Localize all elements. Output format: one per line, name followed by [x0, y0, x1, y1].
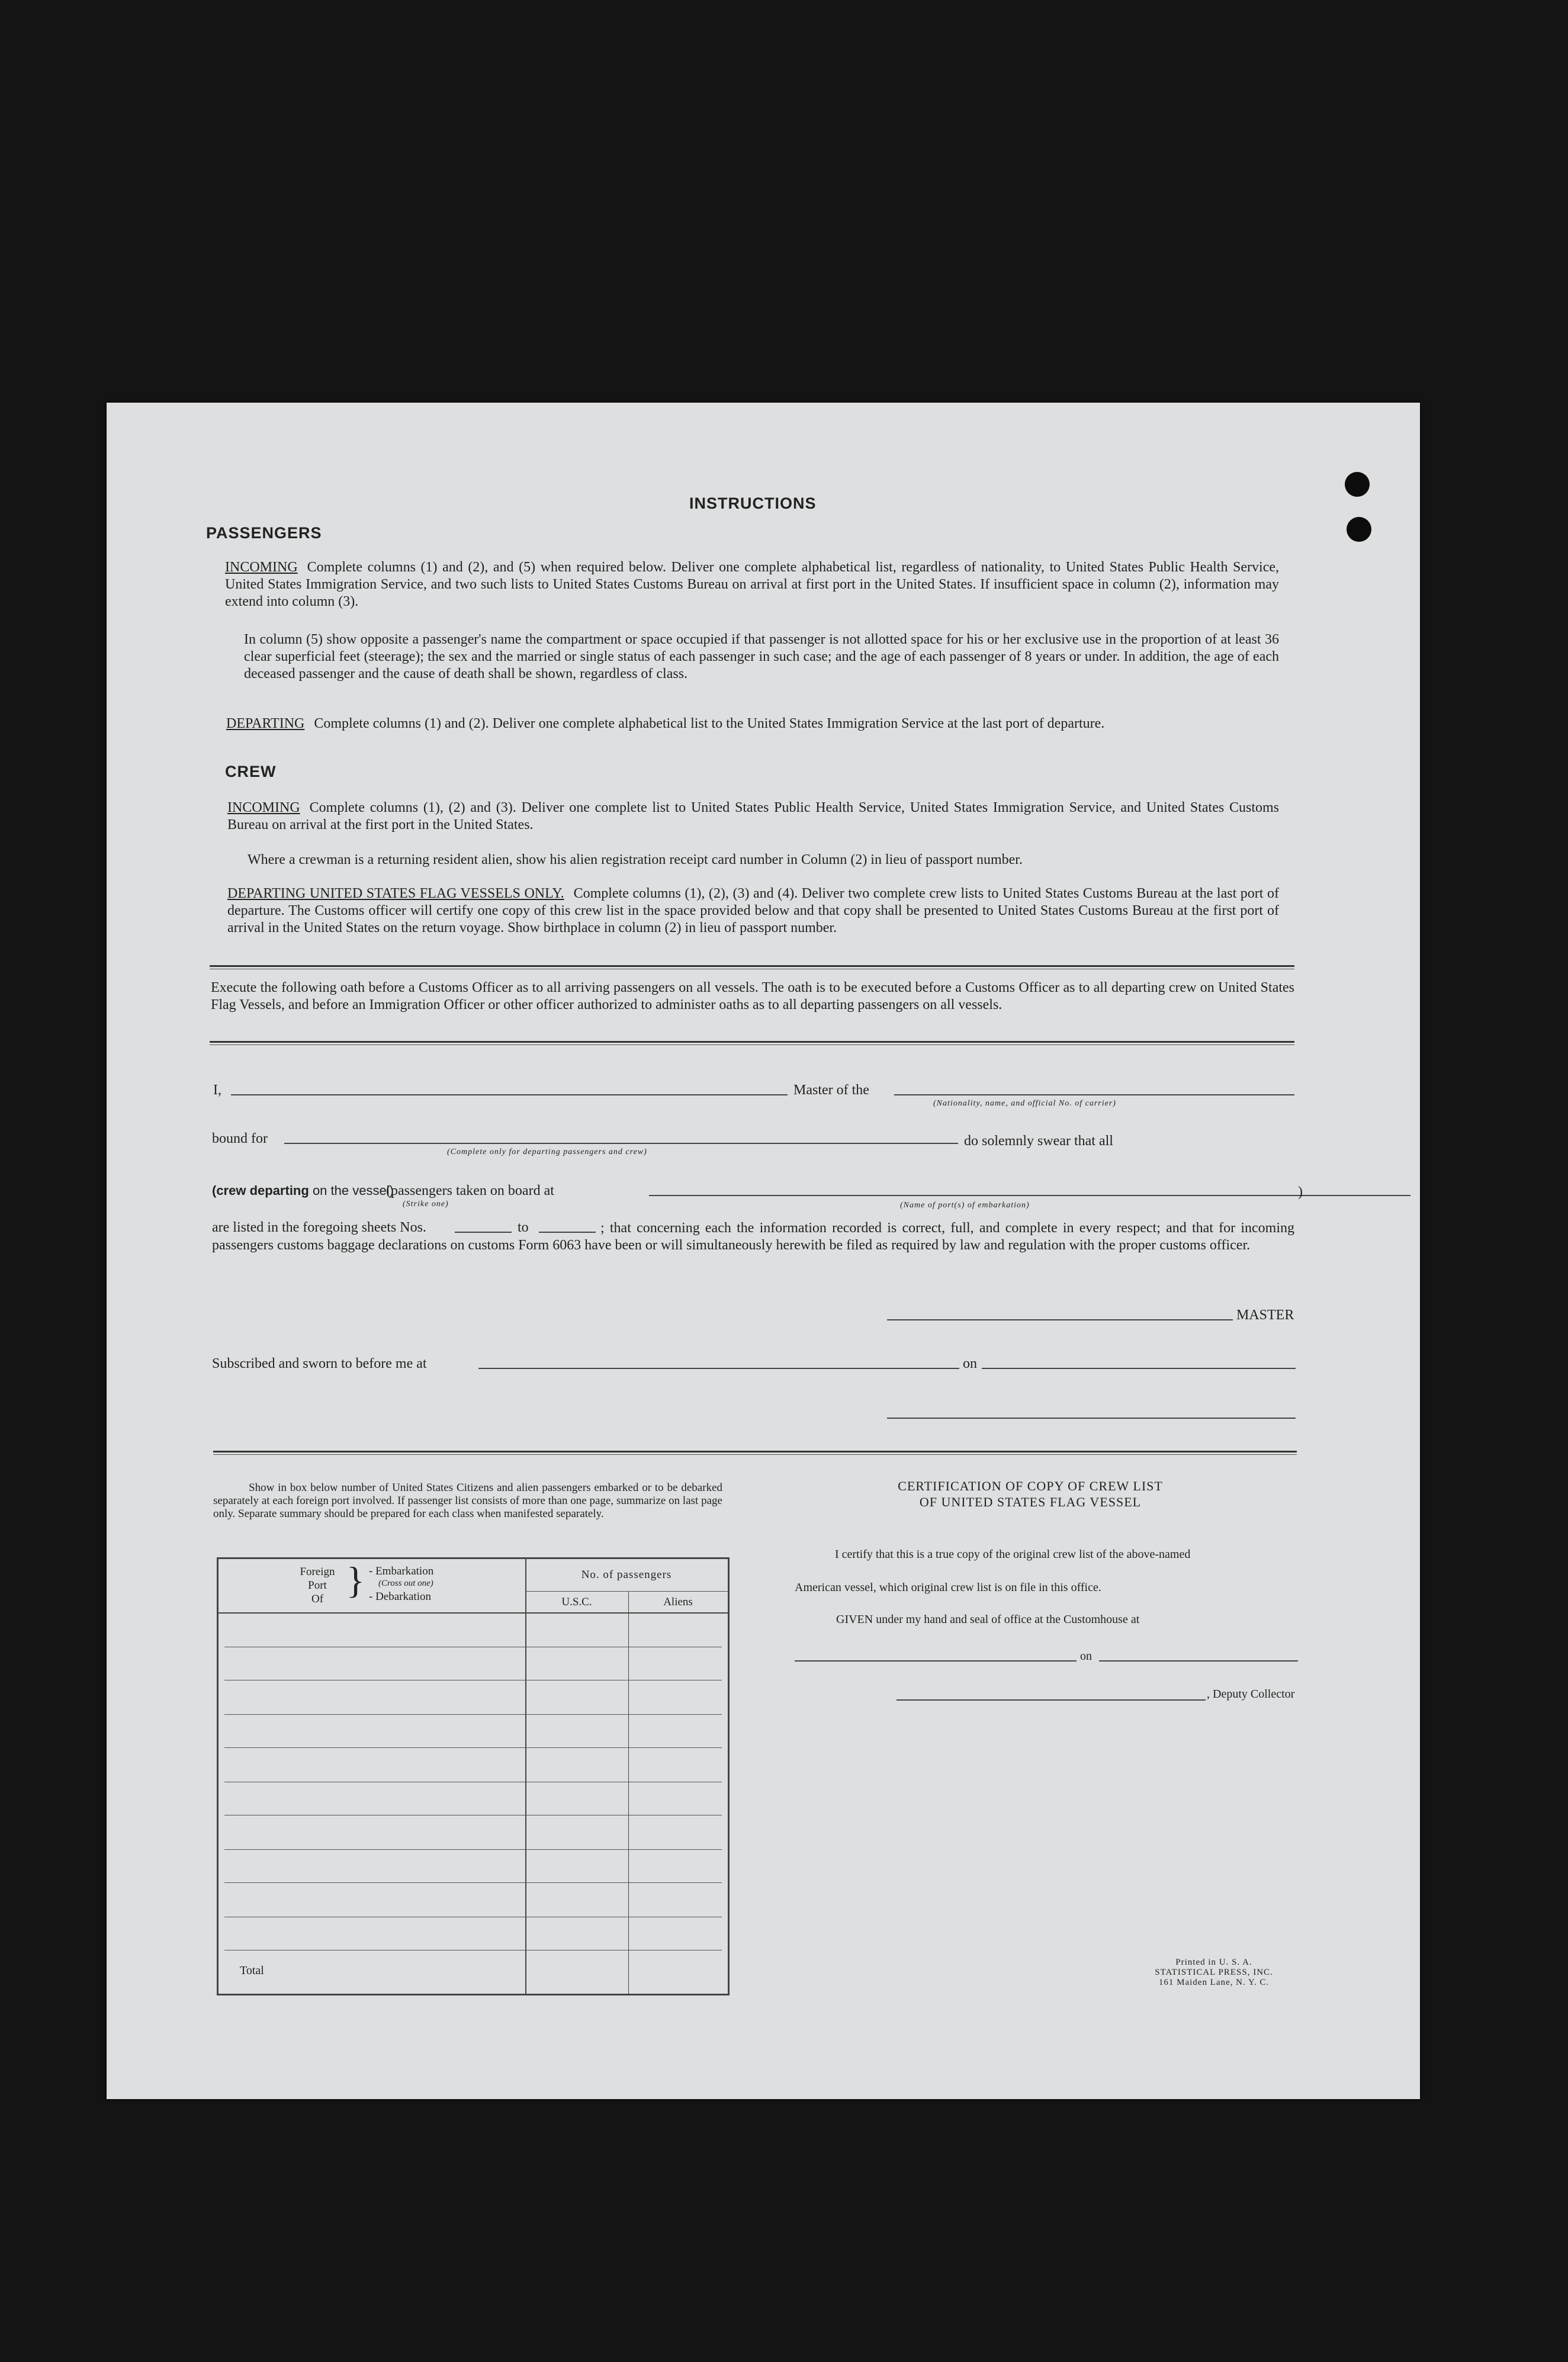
sworn-on-label: on — [963, 1356, 977, 1371]
bound-for-label: bound for — [212, 1131, 268, 1146]
on-vessel-label: on the vessel) — [312, 1183, 394, 1198]
crew-incoming-label: INCOMING — [227, 800, 300, 815]
usc-header: U.S.C. — [561, 1596, 592, 1608]
certification-date-field[interactable] — [1099, 1660, 1298, 1662]
divider-before-summary — [213, 1451, 1297, 1455]
divider-after-oath-intro — [210, 1041, 1294, 1045]
table-header-bottom — [219, 1612, 728, 1614]
crew-heading: CREW — [225, 763, 277, 780]
printer-imprint — [1125, 1958, 1303, 1988]
table-col-divider-1 — [525, 1559, 526, 1994]
divider-after-instructions — [210, 965, 1294, 969]
master-label: MASTER — [1236, 1307, 1294, 1323]
table-row — [224, 1882, 722, 1883]
passengers-departing-label: DEPARTING — [226, 716, 305, 731]
embarkation-port-field[interactable] — [649, 1195, 1410, 1196]
port-word: Port — [308, 1579, 327, 1592]
passengers-heading: PASSENGERS — [206, 524, 322, 542]
crew-departing-label: DEPARTING UNITED STATES FLAG VESSELS ONLY. — [227, 886, 564, 901]
table-header-split — [525, 1591, 728, 1592]
summary-instructions-text: Show in box below number of United States Citizens and alien passengers embarked or to be debarked separately at each foreign port involved. If passenger list consists of more than one page, summarize on last page only. Separate summary should be prepared for each class when manifested separately. — [213, 1482, 722, 1520]
port-caption: (Name of port(s) of embarkation) — [900, 1201, 1030, 1210]
table-col-divider-2 — [628, 1591, 629, 1994]
deputy-collector-label: , Deputy Collector — [1207, 1688, 1295, 1701]
passengers-incoming-text: Complete columns (1) and (2), and (5) when required below. Deliver one complete alphabetical list, regardless of nationality, to United States Public Health Service, United States Immigration Service, and two such lists to United States Customs Bureau on arrival at first port in the United States. If insufficient space in column (2), information may extend into column (3). — [225, 560, 1279, 609]
concerning-text — [212, 1220, 1294, 1254]
carrier-field[interactable] — [894, 1094, 1294, 1095]
swear-label: do solemnly swear that all — [964, 1133, 1113, 1149]
foreign-word: Foreign — [300, 1566, 335, 1578]
oath-i-label: I, — [213, 1082, 221, 1098]
carrier-caption: (Nationality, name, and official No. of carrier) — [933, 1099, 1116, 1108]
concerning-text-content: ; that concerning each the information recorded is correct, full, and complete in every respect; and that for incoming passengers customs baggage declarations on customs Form 6063 have been or will simultaneously herewith be filed as required by law and regulation with the proper customs officer. — [212, 1220, 1294, 1253]
table-row — [224, 1849, 722, 1850]
brace-symbol: } — [346, 1559, 365, 1601]
subscribed-label: Subscribed and sworn to before me at — [212, 1356, 427, 1371]
column5-paragraph: In column (5) show opposite a passenger's name the compartment or space occupied if that passenger is not allotted space for his or her exclusive use in the proportion of at least 36 clear superficial feet (steerage); the sex and the married or single status of each passenger in such case; and the age of each passenger of 8 years or under. In addition, the age of each deceased passenger and the cause of death shall be shown, regardless of class. — [244, 632, 1279, 682]
crew-departing-text: Complete columns (1), (2), (3) and (4). Deliver two complete crew lists to United States Customs Bureau at the last port of departure. The Customs officer will certify one copy of this crew list in the space provided below and that copy shall be presented to United States Customs Bureau at the first port of arrival in the United States on the return voyage. Show birthplace in column (2) in lieu of passport number. — [227, 886, 1279, 936]
listed-label: are listed in the foregoing sheets Nos. — [212, 1220, 426, 1235]
punch-hole-top — [1345, 472, 1370, 497]
cross-out-caption: (Cross out one) — [378, 1579, 433, 1588]
oath-intro: Execute the following oath before a Customs Officer as to all arriving passengers on all vessels. The oath is to be executed before a Customs Officer as to all departing crew on United States Flag Vessels, and before an Immigration Officer or other officer authorized to administer oaths as to all departing passengers on all vessels. — [211, 980, 1294, 1013]
embarkation-option[interactable]: - Embarkation — [369, 1565, 434, 1577]
master-of-label: Master of the — [793, 1082, 869, 1098]
master-signature-line[interactable] — [887, 1319, 1233, 1320]
to-label: to — [518, 1220, 529, 1235]
certification-on-label: on — [1080, 1650, 1092, 1663]
officer-signature-line[interactable] — [887, 1418, 1296, 1419]
passengers-incoming-label: INCOMING — [225, 560, 298, 575]
table-row — [224, 1747, 722, 1748]
instructions-title: INSTRUCTIONS — [689, 494, 817, 512]
imprint-line1: Printed in U. S. A. — [1175, 1958, 1252, 1967]
table-row — [224, 1714, 722, 1715]
customhouse-field[interactable] — [795, 1660, 1077, 1662]
aliens-header: Aliens — [663, 1596, 693, 1608]
bound-for-field[interactable] — [284, 1143, 958, 1144]
given-text: GIVEN under my hand and seal of office at the Customhouse at — [836, 1613, 1140, 1626]
deputy-signature-line[interactable] — [897, 1699, 1206, 1701]
certify-text: I certify that this is a true copy of the original crew list of the above-named — [835, 1548, 1191, 1561]
certification-title-line2: OF UNITED STATES FLAG VESSEL — [919, 1495, 1142, 1509]
total-label: Total — [240, 1964, 264, 1977]
crew-incoming-text: Complete columns (1), (2) and (3). Deliver one complete list to United States Public Health Service, United States Immigration Service, and United States Customs Bureau on arrival at the first port in the United States. — [227, 800, 1279, 833]
imprint-line2: STATISTICAL PRESS, INC. — [1155, 1968, 1273, 1977]
passengers-taken-option[interactable]: (passengers taken on board at — [386, 1183, 554, 1198]
punch-hole-bottom — [1347, 517, 1371, 542]
crew-departing-option[interactable] — [212, 1183, 394, 1198]
foreign-port-of-label — [285, 1565, 350, 1606]
close-paren: ) — [1298, 1184, 1303, 1200]
passenger-summary-table — [217, 1557, 730, 1995]
master-name-field[interactable] — [231, 1094, 788, 1095]
imprint-line3: 161 Maiden Lane, N. Y. C. — [1158, 1978, 1270, 1987]
debarkation-option[interactable]: - Debarkation — [369, 1590, 431, 1603]
certification-title — [841, 1478, 1220, 1510]
passengers-departing-paragraph — [226, 715, 1279, 732]
summary-instructions — [213, 1482, 722, 1521]
strike-one-caption: (Strike one) — [403, 1200, 449, 1209]
certification-title-line1: CERTIFICATION OF COPY OF CREW LIST — [898, 1479, 1163, 1493]
bound-for-caption: (Complete only for departing passengers and crew) — [447, 1148, 647, 1156]
no-passengers-header: No. of passengers — [581, 1569, 672, 1581]
crew-departing-bold: (crew departing — [212, 1183, 309, 1198]
of-word: Of — [311, 1593, 324, 1605]
american-vessel-text: American vessel, which original crew list is on file in this office. — [795, 1581, 1101, 1594]
passengers-incoming-paragraph — [225, 559, 1279, 610]
form-page — [107, 403, 1420, 2099]
crew-resident-paragraph: Where a crewman is a returning resident alien, show his alien registration receipt card number in Column (2) in lieu of passport number. — [248, 852, 1023, 867]
crew-incoming-paragraph — [227, 799, 1279, 834]
passengers-departing-text: Complete columns (1) and (2). Deliver one complete alphabetical list to the United States Immigration Service at the last port of departure. — [314, 716, 1105, 731]
sworn-date-field[interactable] — [982, 1368, 1296, 1369]
crew-departing-paragraph — [227, 885, 1279, 937]
sworn-at-field[interactable] — [478, 1368, 959, 1369]
